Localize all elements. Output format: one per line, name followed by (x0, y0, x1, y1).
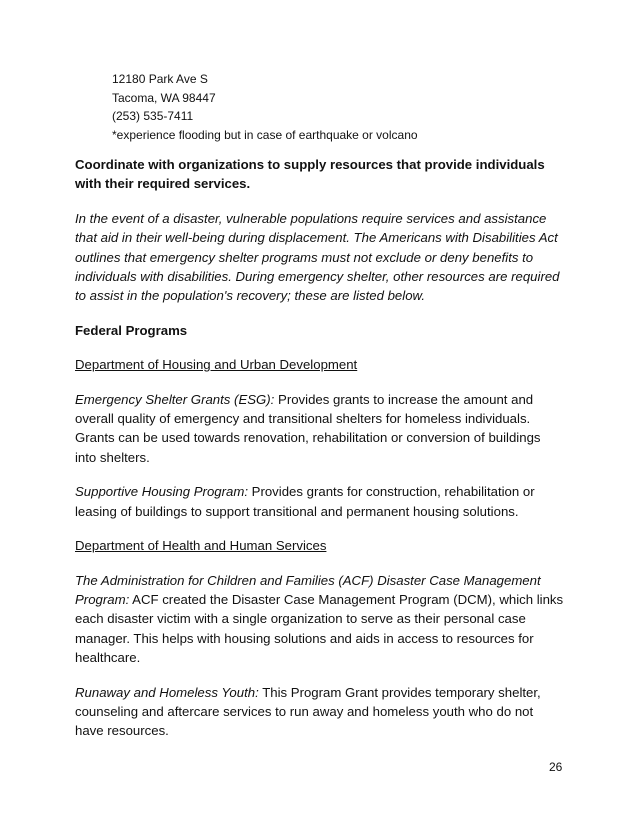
acf-title: The Administration for Children and Families (ACF) Disaster Case Management Program: (75, 572, 541, 607)
address-city: Tacoma, WA 98447 (112, 90, 216, 105)
federal-programs-heading: Federal Programs (75, 322, 188, 338)
esg-paragraph (75, 390, 565, 468)
rhy-text: This Program Grant provides temporary shelter, counseling and aftercare services to run away and homeless youth who do not have resources. (75, 684, 541, 739)
esg-text: Provides grants to increase the amount and overall quality of emergency and transitional shelters for homeless individuals. Grants can be used towards renovation, rehabilitation or conversion of buildings into shelters. (75, 391, 541, 465)
acf-text: ACF created the Disaster Case Management Program (DCM), which links each disaster victim with a single organization to serve as their personal case manager. This helps with housing solutions and aids in access to resources for healthcare. (75, 591, 564, 666)
page-number: 26 (549, 760, 563, 774)
hhs-heading: Department of Health and Human Services (75, 538, 327, 554)
address-note: *experience flooding but in case of earthquake or volcano (112, 128, 418, 143)
address-phone: (253) 535-7411 (112, 109, 194, 124)
acf-paragraph (75, 571, 565, 668)
rhy-paragraph (75, 683, 565, 741)
esg-title: Emergency Shelter Grants (ESG): (75, 391, 275, 407)
coordinate-heading: Coordinate with organizations to supply resources that provide individuals with their required services. (75, 157, 545, 192)
address-block (112, 70, 418, 145)
main-content (75, 155, 565, 756)
address-street: 12180 Park Ave S (112, 72, 208, 86)
shp-title: Supportive Housing Program: (75, 484, 248, 500)
rhy-title: Runaway and Homeless Youth: (75, 684, 259, 700)
hud-heading: Department of Housing and Urban Development (75, 357, 358, 373)
shp-text: Provides grants for construction, rehabilitation or leasing of buildings to support transitional and permanent housing solutions. (75, 484, 535, 519)
shp-paragraph (75, 482, 565, 521)
intro-paragraph: In the event of a disaster, vulnerable populations require services and assistance that aid in their well-being during displacement. The Americans with Disabilities Act outlines that emergency shelter programs must not exclude or deny benefits to individuals with disabilities. During emergency shelter, other resources are required to assist in the population's recovery; these are listed below. (75, 210, 560, 304)
